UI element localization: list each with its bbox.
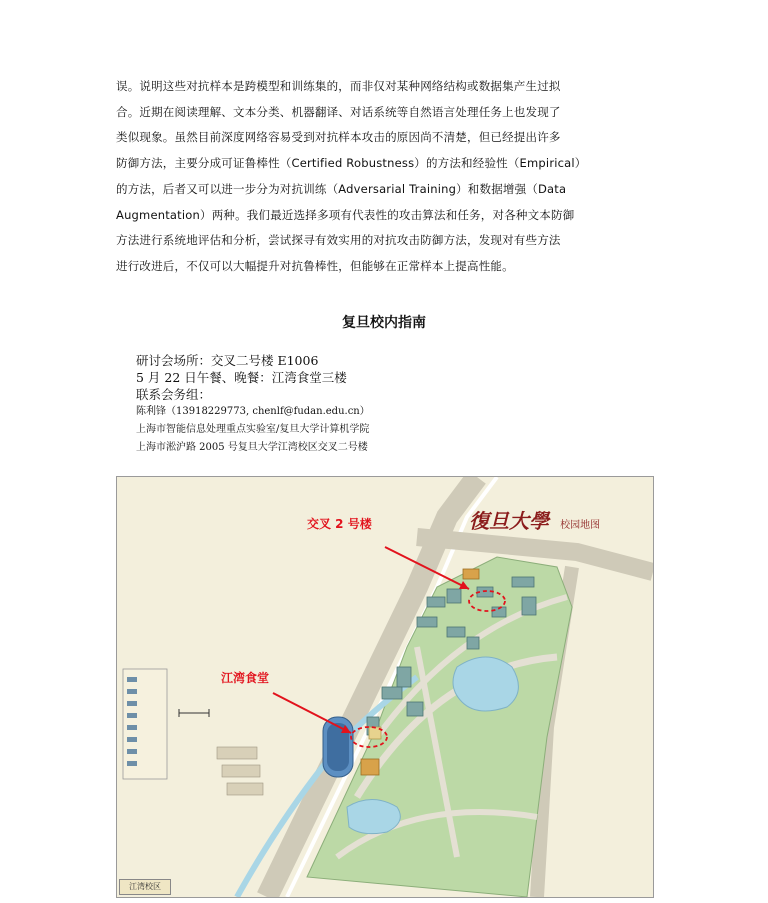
address-line: 上海市淞沪路 2005 号复旦大学江湾校区交叉二号楼: [136, 442, 368, 453]
contact-heading: 联系会务组：: [136, 387, 212, 402]
paragraph-line: Augmentation）两种。我们最近选择多项有代表性的攻击算法和任务，对各种文本防御: [116, 207, 575, 222]
lab-line: 上海市智能信息处理重点实验室/复旦大学计算机学院: [136, 424, 370, 435]
map-title-main: 復旦大學: [469, 509, 549, 533]
campus-map-drawing: [117, 477, 653, 897]
paragraph-line: 误。说明这些对抗样本是跨模型和训练集的，而非仅对某种网络结构或数据集产生过拟: [116, 79, 561, 93]
building-label: 交叉 2 号楼: [307, 517, 372, 531]
paragraph-line: 类似现象。虽然目前深度网络容易受到对抗样本攻击的原因尚不清楚，但已经提出许多: [116, 130, 561, 145]
paragraph-line: 方法进行系统地评估和分析，尝试探寻有效实用的对抗攻击防御方法，发现对有些方法: [116, 233, 561, 248]
map-corner-label: 江湾校区: [119, 879, 171, 895]
campus-map: [116, 476, 654, 898]
map-title: [469, 505, 600, 534]
venue-line: 研讨会场所：交叉二号楼 E1006: [136, 353, 319, 368]
section-title: 复旦校内指南: [342, 315, 426, 331]
venue-info: [136, 352, 370, 457]
map-title-sub: 校园地图: [560, 520, 601, 531]
paragraph-line: 的方法，后者又可以进一步分为对抗训练（Adversarial Training）和数据增强（Data: [116, 181, 567, 196]
body-paragraph: [116, 74, 656, 280]
paragraph-line: 防御方法，主要分成可证鲁棒性（Certified Robustness）的方法和经验性（Empirical）: [116, 156, 587, 171]
paragraph-line: 进行改进后，不仅可以大幅提升对抗鲁棒性，但能够在正常样本上提高性能。: [116, 258, 514, 273]
meal-line: 5 月 22 日午餐、晚餐：江湾食堂三楼: [136, 370, 347, 385]
contact-person: 陈利锋（13918229773, chenlf@fudan.edu.cn）: [136, 406, 370, 417]
paragraph-line: 合。近期在阅读理解、文本分类、机器翻译、对话系统等自然语言处理任务上也发现了: [116, 104, 561, 119]
canteen-label: 江湾食堂: [221, 671, 270, 685]
